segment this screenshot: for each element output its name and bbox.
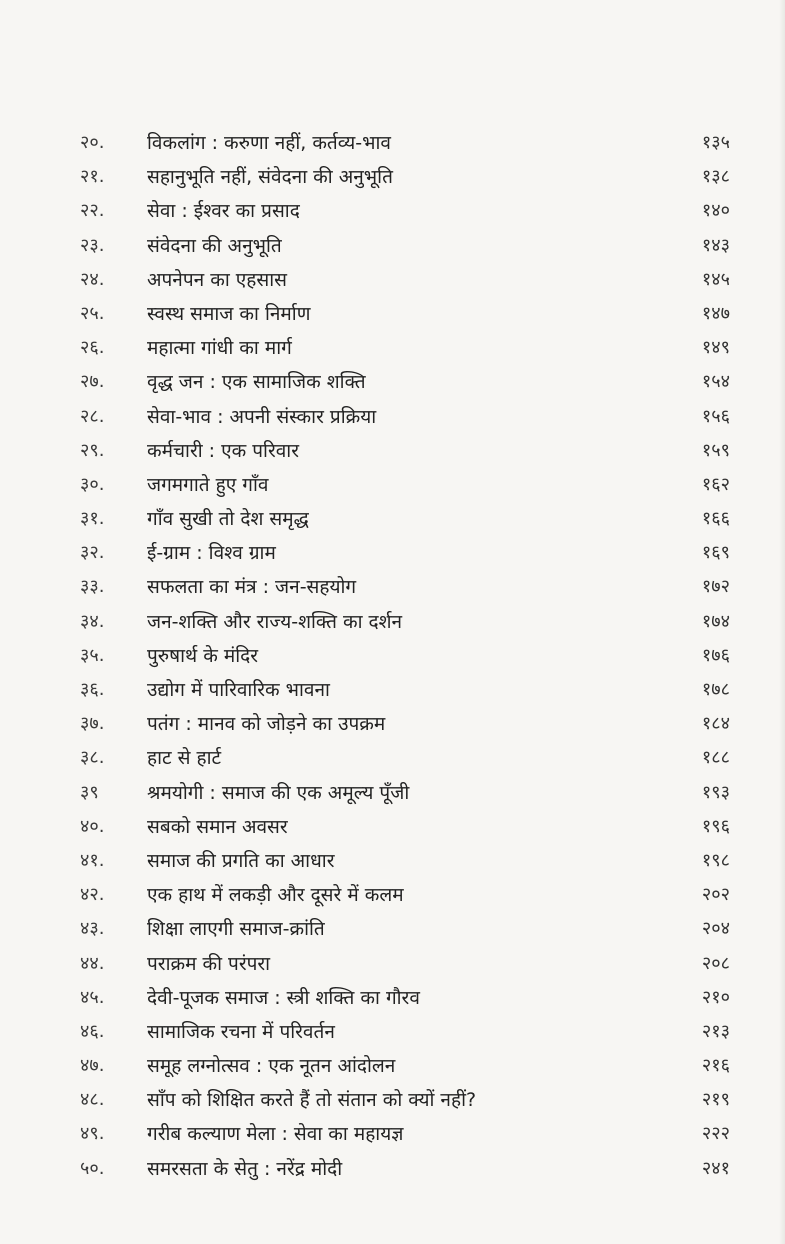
page-number: १७४ [701, 610, 730, 632]
chapter-number: ३१. [80, 508, 105, 530]
page-number: १६२ [701, 473, 730, 495]
chapter-title: गरीब कल्याण मेला : सेवा का महायज्ञ [147, 1123, 404, 1146]
toc-entry [80, 605, 730, 639]
chapter-number: ४७. [80, 1055, 105, 1077]
chapter-title: गाँव सुखी तो देश समृद्ध [147, 508, 309, 531]
chapter-title: जन-शक्ति और राज्य-शक्ति का दर्शन [147, 610, 403, 633]
page-number: २१६ [701, 1055, 730, 1077]
toc-entry [80, 810, 730, 844]
toc-entry [80, 160, 730, 194]
page-number: २०८ [701, 952, 730, 974]
page-number: १८८ [701, 747, 730, 769]
toc-entry [80, 400, 730, 434]
chapter-number: ३५. [80, 644, 105, 666]
page-number: १५४ [701, 371, 730, 393]
chapter-number: ३९ [80, 781, 99, 803]
page-number: १६९ [701, 542, 730, 564]
chapter-title: साँप को शिक्षित करते हैं तो संतान को क्यों नहीं? [147, 1089, 477, 1112]
chapter-title: हाट से हार्ट [147, 747, 222, 770]
page-number: १८४ [701, 713, 730, 735]
page-number: १४७ [701, 302, 730, 324]
chapter-title: एक हाथ में लकड़ी और दूसरे में कलम [147, 884, 404, 907]
chapter-number: २१. [80, 166, 105, 188]
chapter-number: २६. [80, 337, 105, 359]
chapter-number: ४९. [80, 1123, 105, 1145]
toc-entry [80, 844, 730, 878]
chapter-number: ५०. [80, 1157, 105, 1179]
toc-entry [80, 1117, 730, 1151]
chapter-number: ३०. [80, 473, 105, 495]
chapter-number: २२. [80, 200, 105, 222]
page-number: १७६ [701, 644, 730, 666]
chapter-title: सहानुभूति नहीं, संवेदना की अनुभूति [147, 166, 393, 189]
toc-entry [80, 229, 730, 263]
page-number: १४५ [701, 268, 730, 290]
chapter-number: २४. [80, 268, 105, 290]
toc-entry [80, 1049, 730, 1083]
page-number: २०२ [701, 884, 730, 906]
page-number: २१० [701, 986, 730, 1008]
toc-entry [80, 365, 730, 399]
chapter-number: ३३. [80, 576, 105, 598]
toc-entry [80, 741, 730, 775]
chapter-title: शिक्षा लाएगी समाज-क्रांति [147, 918, 325, 941]
toc-entry [80, 570, 730, 604]
toc-entry [80, 1015, 730, 1049]
page-number: १५९ [701, 439, 730, 461]
chapter-title: सामाजिक रचना में परिवर्तन [147, 1020, 335, 1043]
chapter-title: देवी-पूजक समाज : स्त्री शक्ति का गौरव [147, 986, 420, 1009]
toc-entry [80, 639, 730, 673]
chapter-title: श्रमयोगी : समाज की एक अमूल्य पूँजी [147, 781, 410, 804]
page-number: २१३ [701, 1020, 730, 1042]
chapter-title: संवेदना की अनुभूति [147, 234, 282, 257]
toc-entry [80, 947, 730, 981]
page-number: १९३ [701, 781, 730, 803]
page-number: १३५ [701, 132, 730, 153]
chapter-title: महात्मा गांधी का मार्ग [147, 337, 292, 360]
toc-entry [80, 673, 730, 707]
page-number: १६६ [701, 508, 730, 530]
page-edge-shadow [779, 0, 785, 1244]
chapter-title: सेवा : ईश्वर का प्रसाद [147, 200, 300, 223]
chapter-title: सबको समान अवसर [147, 815, 288, 838]
chapter-number: २०. [80, 132, 105, 153]
chapter-number: ४६. [80, 1020, 105, 1042]
toc-entry [80, 263, 730, 297]
chapter-title: समूह लग्नोत्सव : एक नूतन आंदोलन [147, 1055, 396, 1078]
chapter-number: ४५. [80, 986, 105, 1008]
page-number: १४० [701, 200, 730, 222]
chapter-title: स्वस्थ समाज का निर्माण [147, 302, 311, 325]
page-number: १३८ [701, 166, 730, 188]
page-number: १४३ [701, 234, 730, 256]
chapter-title: विकलांग : करुणा नहीं, कर्तव्य-भाव [147, 132, 391, 154]
chapter-number: २८. [80, 405, 105, 427]
toc-entry [80, 912, 730, 946]
chapter-title: पतंग : मानव को जोड़ने का उपक्रम [147, 713, 386, 736]
chapter-title: सेवा-भाव : अपनी संस्कार प्रक्रिया [147, 405, 377, 428]
page-number: १४९ [701, 337, 730, 359]
chapter-number: ३४. [80, 610, 105, 632]
chapter-number: ३६. [80, 679, 105, 700]
chapter-number: ३२. [80, 542, 105, 564]
chapter-number: २३. [80, 234, 105, 256]
chapter-title: जगमगाते हुए गाँव [147, 473, 269, 496]
toc-entry [80, 981, 730, 1015]
chapter-number: ४०. [80, 815, 105, 837]
chapter-number: ४८. [80, 1089, 105, 1111]
table-of-contents [80, 126, 730, 1186]
page-number: २२२ [701, 1123, 730, 1145]
page-number: १९८ [701, 849, 730, 871]
chapter-title: समाज की प्रगति का आधार [147, 849, 335, 872]
page-number: १९६ [701, 815, 730, 837]
chapter-title: अपनेपन का एहसास [147, 268, 287, 291]
toc-entry [80, 502, 730, 536]
toc-entry [80, 297, 730, 331]
toc-entry [80, 878, 730, 912]
chapter-number: ४३. [80, 918, 105, 940]
page-number: १५६ [701, 405, 730, 427]
page-number: २१९ [701, 1089, 730, 1111]
chapter-title: ई-ग्राम : विश्व ग्राम [147, 542, 276, 565]
chapter-title: पराक्रम की परंपरा [147, 952, 271, 975]
page-number: २०४ [701, 918, 730, 940]
chapter-title: समरसता के सेतु : नरेंद्र मोदी [147, 1157, 343, 1180]
chapter-number: ४१. [80, 849, 105, 871]
toc-entry [80, 1152, 730, 1186]
chapter-number: २९. [80, 439, 105, 461]
chapter-number: ४२. [80, 884, 105, 906]
chapter-number: २७. [80, 371, 105, 393]
toc-entry [80, 194, 730, 228]
toc-entry [80, 434, 730, 468]
toc-entry [80, 468, 730, 502]
chapter-title: कर्मचारी : एक परिवार [147, 439, 299, 462]
toc-entry [80, 1083, 730, 1117]
toc-entry [80, 536, 730, 570]
chapter-title: सफलता का मंत्र : जन-सहयोग [147, 576, 357, 599]
page-number: १७८ [701, 679, 730, 700]
chapter-number: २५. [80, 302, 105, 324]
chapter-number: ४४. [80, 952, 105, 974]
toc-entry [80, 776, 730, 810]
page-number: १७२ [701, 576, 730, 598]
chapter-title: पुरुषार्थ के मंदिर [147, 644, 259, 667]
page-number: २४१ [701, 1157, 730, 1179]
toc-entry [80, 331, 730, 365]
chapter-number: ३८. [80, 747, 105, 769]
toc-entry [80, 707, 730, 741]
chapter-number: ३७. [80, 713, 105, 735]
toc-entry [80, 126, 730, 160]
chapter-title: वृद्ध जन : एक सामाजिक शक्ति [147, 371, 366, 394]
chapter-title: उद्योग में पारिवारिक भावना [147, 679, 330, 701]
